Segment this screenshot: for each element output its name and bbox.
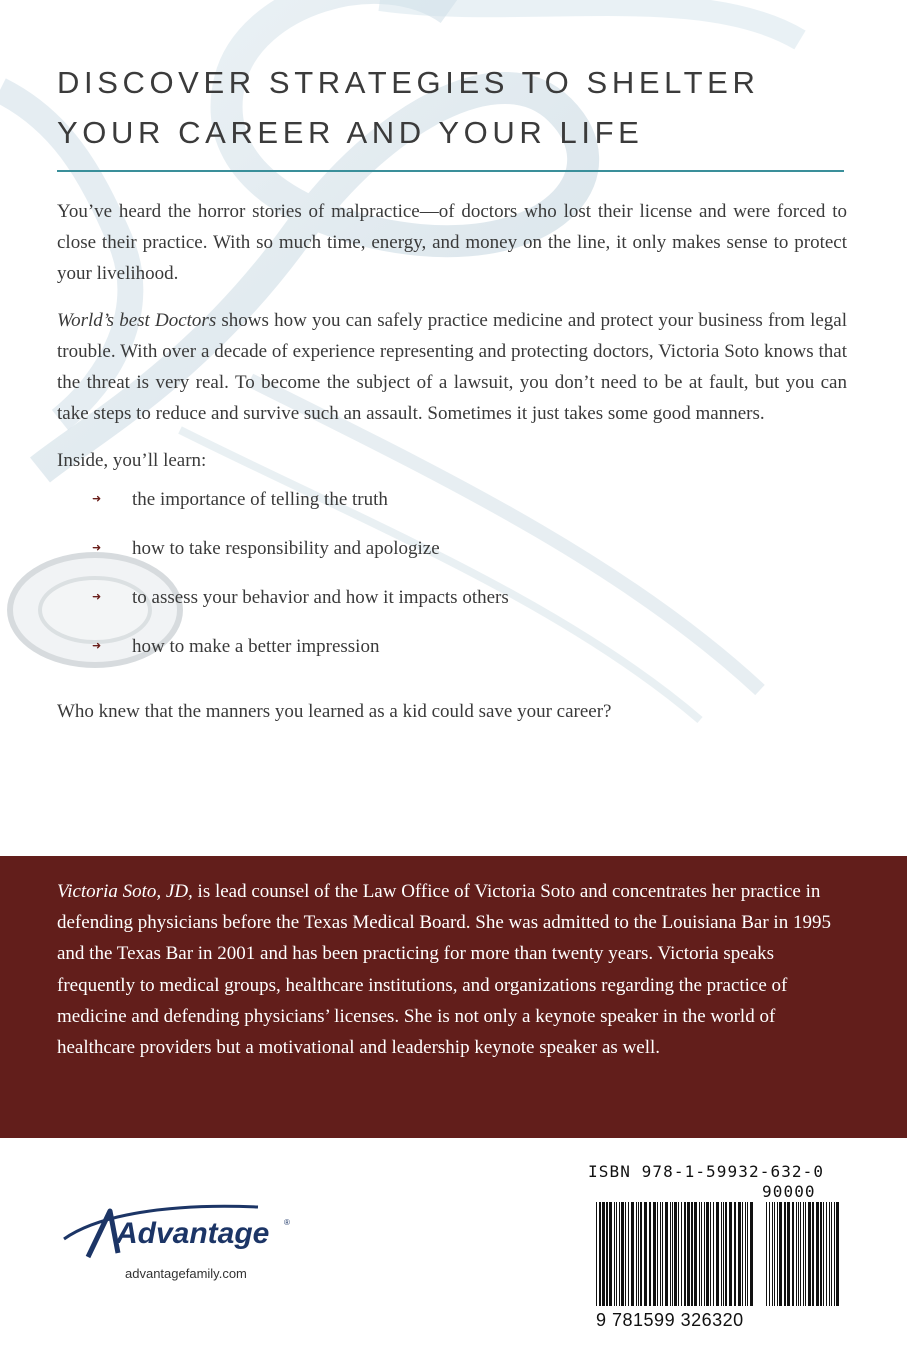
barcode-bar bbox=[596, 1202, 597, 1306]
barcode-bar bbox=[721, 1202, 722, 1306]
arrow-bullet-icon: ➜ bbox=[92, 492, 102, 505]
barcode-bar bbox=[649, 1202, 651, 1306]
list-item-text: how to make a better impression bbox=[132, 636, 380, 657]
barcode-bar bbox=[805, 1202, 806, 1306]
barcode-bar bbox=[619, 1202, 620, 1306]
advantage-logo bbox=[58, 1195, 303, 1265]
barcode-bar bbox=[836, 1202, 839, 1306]
publisher-url: advantagefamily.com bbox=[125, 1266, 247, 1281]
barcode-bar bbox=[738, 1202, 741, 1306]
barcode-bar bbox=[816, 1202, 819, 1306]
list-item-text: to assess your behavior and how it impacts others bbox=[132, 587, 509, 608]
barcode-bar bbox=[820, 1202, 822, 1306]
headline-divider bbox=[57, 170, 844, 172]
barcode-bar bbox=[631, 1202, 634, 1306]
barcode-bar bbox=[706, 1202, 709, 1306]
barcode-bar bbox=[621, 1202, 624, 1306]
barcode-bar bbox=[710, 1202, 711, 1306]
barcode-bar bbox=[628, 1202, 629, 1306]
book-title: World’s best Doctors bbox=[57, 310, 217, 331]
list-item bbox=[57, 631, 847, 680]
barcode-bar bbox=[723, 1202, 724, 1306]
barcode-bar bbox=[678, 1202, 679, 1306]
book-description bbox=[57, 196, 847, 743]
list-item bbox=[57, 484, 847, 533]
closing-question: Who knew that the manners you learned as a kid could save your career? bbox=[57, 701, 612, 722]
barcode-bar bbox=[831, 1202, 832, 1306]
isbn-number: ISBN 978-1-59932-632-0 bbox=[588, 1162, 825, 1181]
barcode-bar bbox=[803, 1202, 804, 1306]
barcode-bar bbox=[745, 1202, 746, 1306]
barcode-bar bbox=[670, 1202, 671, 1306]
barcode-bar bbox=[808, 1202, 811, 1306]
registered-mark: ® bbox=[284, 1218, 290, 1227]
barcode-bar bbox=[734, 1202, 736, 1306]
barcode-bar bbox=[609, 1202, 612, 1306]
headline-line-1: DISCOVER STRATEGIES TO SHELTER bbox=[57, 65, 760, 100]
barcode-bar bbox=[800, 1202, 801, 1306]
barcode-bar bbox=[665, 1202, 668, 1306]
barcode-bar bbox=[674, 1202, 677, 1306]
barcode-bar bbox=[660, 1202, 661, 1306]
barcode-bar bbox=[636, 1202, 637, 1306]
author-bio-text: is lead counsel of the Law Office of Victoria Soto and concentrates her practice in defending physicians before the Texas Medical Board. She was admitted to the Louisiana Bar in 1995 and the Texas Bar in 2001 and has been practicing for more than twenty years. Victoria speaks frequently to medical groups, healthcare institutions, and organizations regarding the practice of medicine and defending physicians’ licenses. She is not only a keynote speaker in the world of healthcare providers but a motivational and leadership keynote speaker as well. bbox=[57, 881, 831, 1059]
barcode-bar bbox=[779, 1202, 782, 1306]
barcode-bar bbox=[716, 1202, 719, 1306]
barcode-bar bbox=[742, 1202, 743, 1306]
barcode-bar bbox=[798, 1202, 799, 1306]
barcode-bar bbox=[644, 1202, 647, 1306]
barcode-bar bbox=[766, 1202, 767, 1306]
barcode-bar bbox=[777, 1202, 778, 1306]
headline-line-2: YOUR CAREER AND YOUR LIFE bbox=[57, 115, 644, 150]
barcode-bar bbox=[725, 1202, 727, 1306]
barcode-bar bbox=[784, 1202, 786, 1306]
barcode-bar bbox=[638, 1202, 639, 1306]
barcode-bar bbox=[599, 1202, 601, 1306]
list-item-text: the importance of telling the truth bbox=[132, 489, 388, 510]
list-item-text: how to take responsibility and apologize bbox=[132, 538, 440, 559]
author-name: Victoria Soto, JD, bbox=[57, 881, 193, 902]
barcode-bar bbox=[681, 1202, 682, 1306]
barcode-bar bbox=[826, 1202, 827, 1306]
logo-wordmark: Advantage bbox=[116, 1217, 270, 1250]
barcode-bar bbox=[657, 1202, 658, 1306]
price-code: 90000 bbox=[762, 1182, 816, 1201]
barcode-bar bbox=[602, 1202, 605, 1306]
price-barcode bbox=[766, 1202, 844, 1306]
barcode-bar bbox=[687, 1202, 690, 1306]
barcode-bar bbox=[812, 1202, 814, 1306]
barcode-bar bbox=[774, 1202, 775, 1306]
author-bio bbox=[57, 876, 847, 1063]
arrow-bullet-icon: ➜ bbox=[92, 639, 102, 652]
ean-digits: 9 781599 326320 bbox=[596, 1310, 744, 1330]
description-paragraph bbox=[57, 305, 847, 429]
isbn-barcode bbox=[596, 1202, 758, 1306]
barcode-bar bbox=[701, 1202, 702, 1306]
barcode-bar bbox=[606, 1202, 608, 1306]
arrow-bullet-icon: ➜ bbox=[92, 590, 102, 603]
barcode-bar bbox=[684, 1202, 686, 1306]
barcode-bar bbox=[747, 1202, 748, 1306]
barcode-bar bbox=[614, 1202, 615, 1306]
barcode-bar bbox=[713, 1202, 714, 1306]
description-text: shows how you can safely practice medicine and protect your business from legal trouble. With over a decade of experience representing and protecting doctors, Victoria Soto knows that the threat is very real. To become the subject of a lawsuit, you don’t need to be at fault, but you can take steps to reduce and survive such an assault. Sometimes it just takes some good manners. bbox=[57, 310, 847, 424]
barcode-bar bbox=[616, 1202, 617, 1306]
barcode-bar bbox=[792, 1202, 794, 1306]
intro-paragraph: You’ve heard the horror stories of malpractice—of doctors who lost their license and were forced to close their practice. With so much time, energy, and money on the line, it only makes sense to protect your livelihood. bbox=[57, 201, 847, 284]
list-item bbox=[57, 533, 847, 582]
inside-label: Inside, you’ll learn: bbox=[57, 450, 207, 471]
barcode-bar bbox=[796, 1202, 797, 1306]
barcode-bar bbox=[704, 1202, 705, 1306]
barcode-bar bbox=[625, 1202, 626, 1306]
barcode-bar bbox=[691, 1202, 693, 1306]
barcode-bar bbox=[729, 1202, 732, 1306]
barcode-bar bbox=[653, 1202, 656, 1306]
barcode-bar bbox=[769, 1202, 770, 1306]
isbn-barcode-block bbox=[588, 1162, 850, 1340]
barcode-bar bbox=[823, 1202, 824, 1306]
barcode-bar bbox=[694, 1202, 697, 1306]
barcode-bar bbox=[662, 1202, 663, 1306]
barcode-bar bbox=[772, 1202, 773, 1306]
learning-list bbox=[57, 484, 847, 680]
headline bbox=[57, 58, 857, 158]
barcode-bar bbox=[699, 1202, 700, 1306]
barcode-bar bbox=[640, 1202, 642, 1306]
barcode-bar bbox=[672, 1202, 673, 1306]
barcode-bar bbox=[750, 1202, 753, 1306]
barcode-bar bbox=[787, 1202, 790, 1306]
barcode-bar bbox=[829, 1202, 830, 1306]
barcode-bar bbox=[834, 1202, 835, 1306]
list-item bbox=[57, 582, 847, 631]
arrow-bullet-icon: ➜ bbox=[92, 541, 102, 554]
